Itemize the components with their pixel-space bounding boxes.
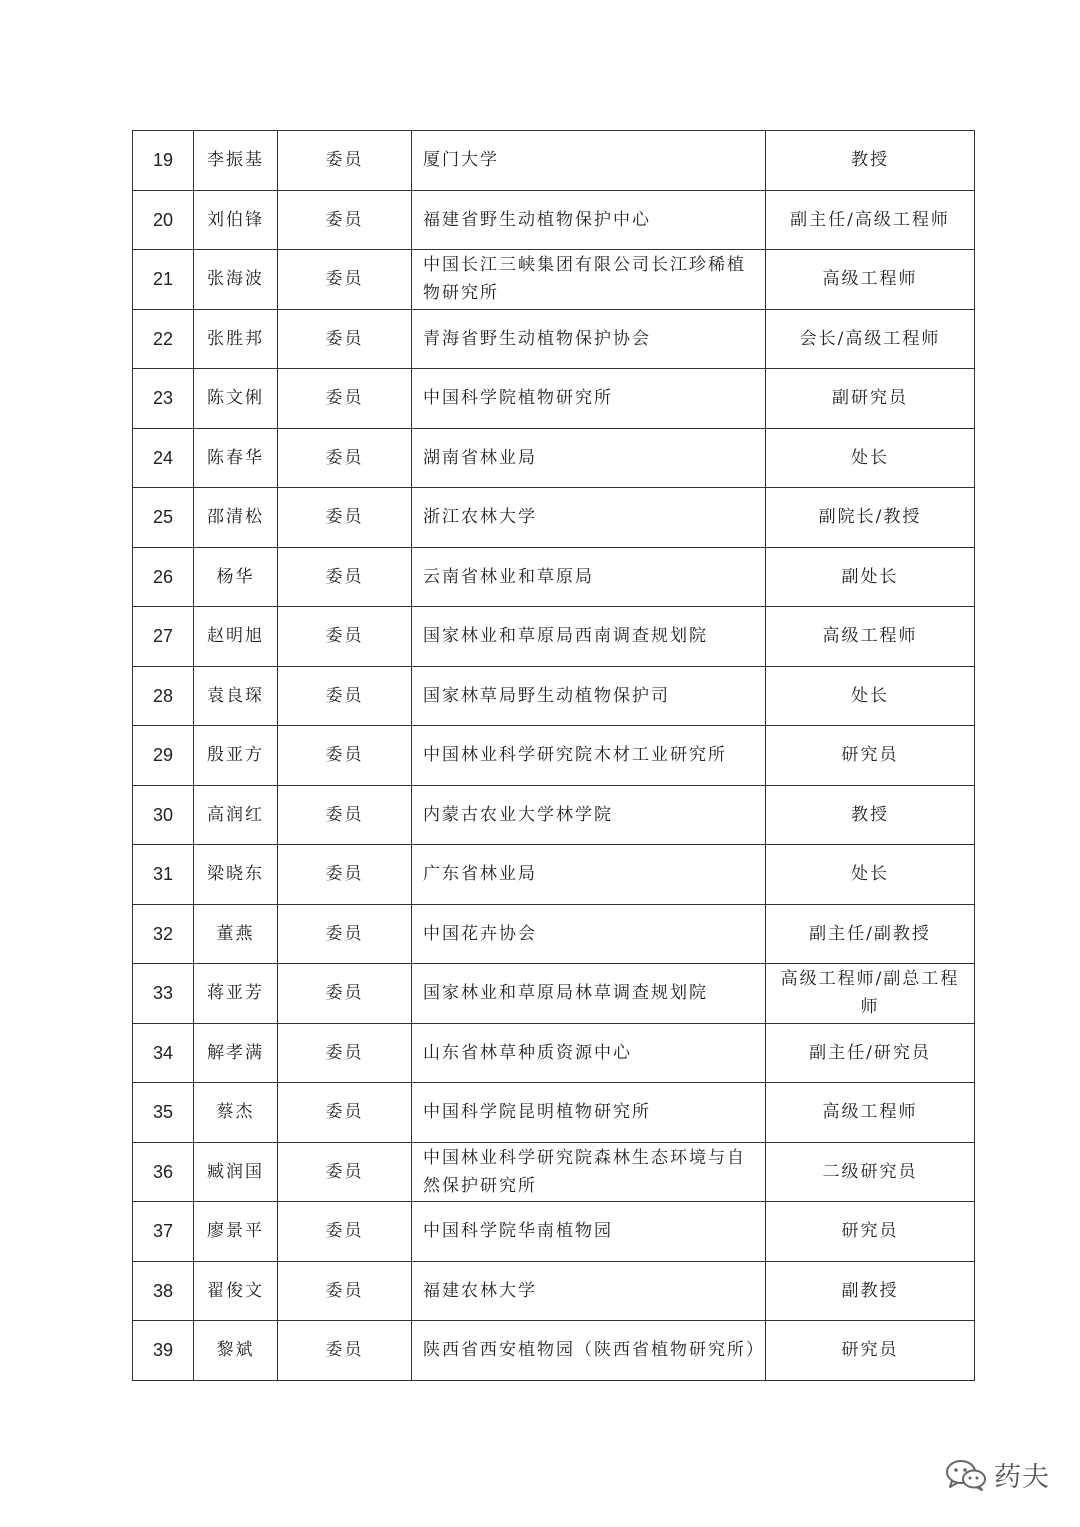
row-number: 28 (133, 666, 194, 726)
member-organization: 湖南省林业局 (412, 428, 766, 488)
member-role: 委员 (278, 1083, 412, 1143)
member-name: 董燕 (194, 904, 278, 964)
member-organization: 中国长江三峡集团有限公司长江珍稀植物研究所 (412, 250, 766, 310)
member-title: 研究员 (766, 1321, 975, 1381)
member-name: 臧润国 (194, 1142, 278, 1202)
member-organization: 中国林业科学研究院木材工业研究所 (412, 726, 766, 786)
member-role: 委员 (278, 1023, 412, 1083)
member-name: 袁良琛 (194, 666, 278, 726)
table-row (133, 1321, 975, 1381)
member-title: 教授 (766, 785, 975, 845)
row-number: 30 (133, 785, 194, 845)
member-title: 二级研究员 (766, 1142, 975, 1202)
row-number: 37 (133, 1202, 194, 1262)
row-number: 38 (133, 1261, 194, 1321)
member-role: 委员 (278, 250, 412, 310)
table-row (133, 1023, 975, 1083)
row-number: 33 (133, 964, 194, 1024)
member-name: 张海波 (194, 250, 278, 310)
member-organization: 国家林业和草原局林草调查规划院 (412, 964, 766, 1024)
member-name: 黎斌 (194, 1321, 278, 1381)
member-title: 处长 (766, 845, 975, 905)
row-number: 21 (133, 250, 194, 310)
member-title: 副院长/教授 (766, 488, 975, 548)
member-role: 委员 (278, 607, 412, 667)
member-title: 研究员 (766, 1202, 975, 1262)
member-organization: 陕西省西安植物园（陕西省植物研究所） (412, 1321, 766, 1381)
table-row (133, 1142, 975, 1202)
member-title: 教授 (766, 131, 975, 191)
row-number: 32 (133, 904, 194, 964)
table-row (133, 1261, 975, 1321)
row-number: 22 (133, 309, 194, 369)
member-role: 委员 (278, 785, 412, 845)
member-title: 处长 (766, 666, 975, 726)
member-organization: 中国科学院植物研究所 (412, 369, 766, 429)
member-role: 委员 (278, 1202, 412, 1262)
member-role: 委员 (278, 428, 412, 488)
member-organization: 青海省野生动植物保护协会 (412, 309, 766, 369)
row-number: 35 (133, 1083, 194, 1143)
table-row (133, 190, 975, 250)
member-organization: 国家林业和草原局西南调查规划院 (412, 607, 766, 667)
table-body (133, 131, 975, 1381)
member-role: 委员 (278, 1142, 412, 1202)
member-role: 委员 (278, 666, 412, 726)
member-organization: 中国花卉协会 (412, 904, 766, 964)
member-title: 副主任/高级工程师 (766, 190, 975, 250)
member-role: 委员 (278, 488, 412, 548)
table-row (133, 904, 975, 964)
row-number: 39 (133, 1321, 194, 1381)
committee-member-table (132, 130, 975, 1381)
row-number: 25 (133, 488, 194, 548)
member-role: 委员 (278, 1321, 412, 1381)
member-title: 高级工程师/副总工程师 (766, 964, 975, 1024)
member-name: 杨华 (194, 547, 278, 607)
member-role: 委员 (278, 369, 412, 429)
member-title: 高级工程师 (766, 607, 975, 667)
member-name: 廖景平 (194, 1202, 278, 1262)
member-title: 副主任/研究员 (766, 1023, 975, 1083)
member-title: 副教授 (766, 1261, 975, 1321)
member-name: 刘伯锋 (194, 190, 278, 250)
row-number: 29 (133, 726, 194, 786)
member-name: 赵明旭 (194, 607, 278, 667)
member-organization: 福建省野生动植物保护中心 (412, 190, 766, 250)
member-title: 副研究员 (766, 369, 975, 429)
table-row (133, 547, 975, 607)
row-number: 26 (133, 547, 194, 607)
wechat-icon (944, 1458, 988, 1492)
row-number: 27 (133, 607, 194, 667)
member-organization: 浙江农林大学 (412, 488, 766, 548)
table-row (133, 488, 975, 548)
member-role: 委员 (278, 190, 412, 250)
member-role: 委员 (278, 309, 412, 369)
table-row (133, 309, 975, 369)
wechat-watermark (944, 1455, 1050, 1494)
table-row (133, 964, 975, 1024)
member-name: 殷亚方 (194, 726, 278, 786)
table-row (133, 428, 975, 488)
member-title: 副处长 (766, 547, 975, 607)
member-organization: 山东省林草种质资源中心 (412, 1023, 766, 1083)
member-name: 梁晓东 (194, 845, 278, 905)
member-role: 委员 (278, 131, 412, 191)
row-number: 19 (133, 131, 194, 191)
member-name: 陈文俐 (194, 369, 278, 429)
row-number: 23 (133, 369, 194, 429)
member-name: 张胜邦 (194, 309, 278, 369)
member-name: 解孝满 (194, 1023, 278, 1083)
member-organization: 云南省林业和草原局 (412, 547, 766, 607)
watermark-text: 药夫 (994, 1462, 1050, 1493)
member-organization: 厦门大学 (412, 131, 766, 191)
member-organization: 中国科学院昆明植物研究所 (412, 1083, 766, 1143)
member-role: 委员 (278, 964, 412, 1024)
member-role: 委员 (278, 904, 412, 964)
table-row (133, 1083, 975, 1143)
table-row (133, 131, 975, 191)
member-title: 处长 (766, 428, 975, 488)
member-role: 委员 (278, 1261, 412, 1321)
member-organization: 福建农林大学 (412, 1261, 766, 1321)
member-name: 翟俊文 (194, 1261, 278, 1321)
table-row (133, 250, 975, 310)
table-row (133, 607, 975, 667)
member-name: 蒋亚芳 (194, 964, 278, 1024)
member-role: 委员 (278, 547, 412, 607)
member-organization: 国家林草局野生动植物保护司 (412, 666, 766, 726)
member-role: 委员 (278, 726, 412, 786)
member-organization: 中国林业科学研究院森林生态环境与自然保护研究所 (412, 1142, 766, 1202)
member-organization: 广东省林业局 (412, 845, 766, 905)
row-number: 31 (133, 845, 194, 905)
table-row (133, 369, 975, 429)
member-organization: 中国科学院华南植物园 (412, 1202, 766, 1262)
table-row (133, 845, 975, 905)
row-number: 36 (133, 1142, 194, 1202)
table-row (133, 1202, 975, 1262)
table-row (133, 726, 975, 786)
member-organization: 内蒙古农业大学林学院 (412, 785, 766, 845)
member-title: 会长/高级工程师 (766, 309, 975, 369)
row-number: 24 (133, 428, 194, 488)
member-name: 陈春华 (194, 428, 278, 488)
member-title: 研究员 (766, 726, 975, 786)
member-name: 邵清松 (194, 488, 278, 548)
row-number: 34 (133, 1023, 194, 1083)
table-row (133, 666, 975, 726)
member-name: 李振基 (194, 131, 278, 191)
member-title: 高级工程师 (766, 250, 975, 310)
member-name: 蔡杰 (194, 1083, 278, 1143)
table-row (133, 785, 975, 845)
member-role: 委员 (278, 845, 412, 905)
member-title: 副主任/副教授 (766, 904, 975, 964)
member-title: 高级工程师 (766, 1083, 975, 1143)
row-number: 20 (133, 190, 194, 250)
member-name: 高润红 (194, 785, 278, 845)
